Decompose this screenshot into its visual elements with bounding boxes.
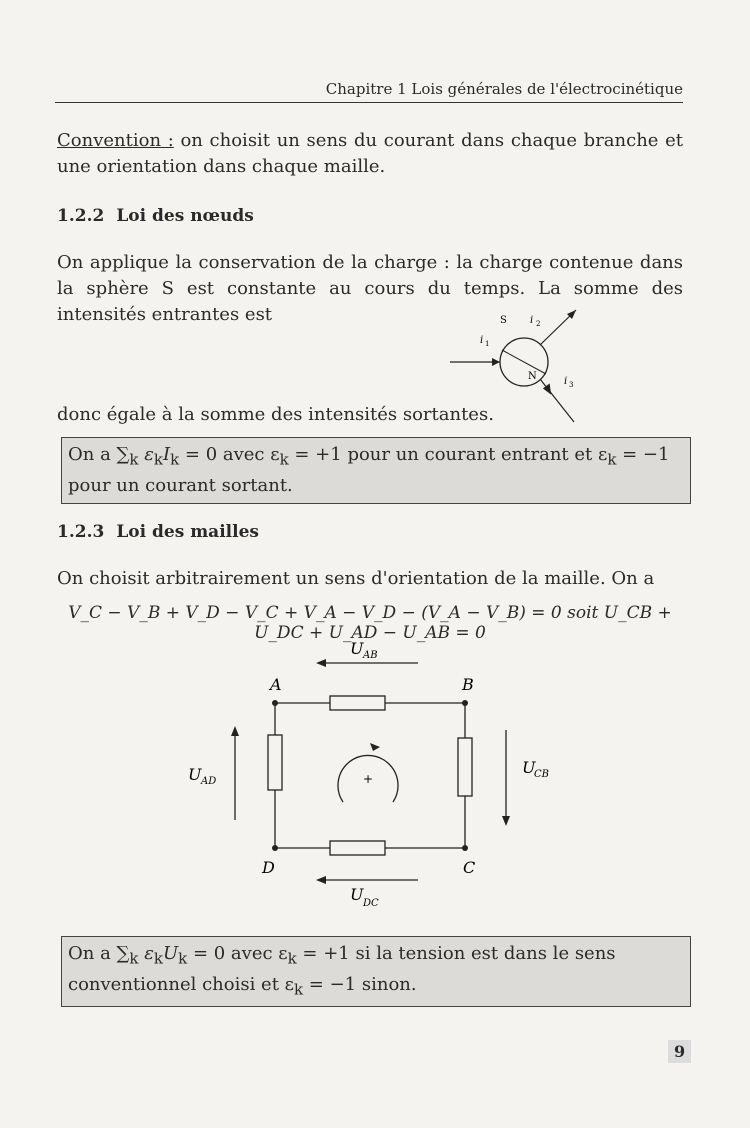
- node-law-box: On a $\sum_k$ $\varepsilon_kI_k = 0$ avec $\varepsilon_k = +1$ pour un courant entrant et $\varepsilon_k = -1$ pour un courant sortant.: [61, 437, 691, 504]
- mesh-law-box: On a $\sum_k$ $\varepsilon_kU_k = 0$ avec $\varepsilon_k = +1$ si la tension est dans le sens conventionnel choisi et $\varepsilon_k = -1$ sinon.: [61, 936, 691, 1007]
- noeuds-paragraph: On applique la conservation de la charge : la charge contenue dans la sphère S est constante au cours du temps. La somme des intensités entrantes est: [57, 252, 683, 325]
- node-d-label: D: [262, 858, 275, 877]
- current-label-i1: i: [480, 335, 484, 346]
- node-b-label: B: [462, 675, 474, 694]
- svg-text:U: U: [522, 758, 536, 777]
- node-c-label: C: [463, 858, 476, 877]
- svg-text:+: +: [363, 772, 374, 786]
- section-title: Loi des nœuds: [116, 206, 254, 226]
- section-title: Loi des mailles: [116, 522, 259, 542]
- current-sub-1: 1: [485, 340, 490, 348]
- svg-text:AB: AB: [363, 650, 378, 661]
- convention-text: on choisit un sens du courant dans chaque branche et une orientation dans chaque maille.: [57, 130, 683, 177]
- circuit-figure: [180, 630, 549, 920]
- resistor-cb: [458, 738, 472, 796]
- node-a-label: A: [270, 675, 282, 694]
- current-label-i3: i: [564, 376, 568, 387]
- resistor-ab: [330, 696, 385, 710]
- section-heading-122: [57, 206, 254, 226]
- page-number: 9: [668, 1040, 691, 1063]
- section-number: 1.2.3: [57, 522, 105, 542]
- current-label-i2: i: [530, 315, 534, 326]
- mailles-paragraph: On choisit arbitrairement un sens d'orientation de la maille. On a: [57, 568, 655, 589]
- section-number: 1.2.2: [57, 206, 105, 226]
- svg-text:U: U: [188, 765, 202, 784]
- running-header: Chapitre 1 Lois générales de l'électrocinétique: [325, 80, 683, 98]
- svg-text:U: U: [350, 885, 364, 904]
- svg-text:U: U: [350, 639, 364, 658]
- header-rule: [55, 102, 683, 103]
- svg-text:DC: DC: [363, 898, 379, 909]
- sphere-label-s: S: [500, 315, 507, 326]
- svg-text:AD: AD: [201, 776, 217, 787]
- convention-paragraph: [57, 128, 683, 180]
- current-sub-3: 3: [569, 381, 574, 389]
- resistor-dc: [330, 841, 385, 855]
- svg-text:CB: CB: [534, 769, 549, 780]
- noeuds-paragraph-end: donc égale à la somme des intensités sortantes.: [57, 404, 494, 425]
- mesh-equation: V_C − V_B + V_D − V_C + V_A − V_D − (V_A − V_B) = 0 soit U_CB + U_DC + U_AD − U_AB = 0: [68, 603, 672, 643]
- convention-label: Convention :: [57, 130, 174, 151]
- resistor-ad: [268, 735, 282, 790]
- current-sub-2: 2: [536, 320, 541, 328]
- node-label-n: N: [528, 371, 537, 382]
- section-heading-123: [57, 522, 259, 542]
